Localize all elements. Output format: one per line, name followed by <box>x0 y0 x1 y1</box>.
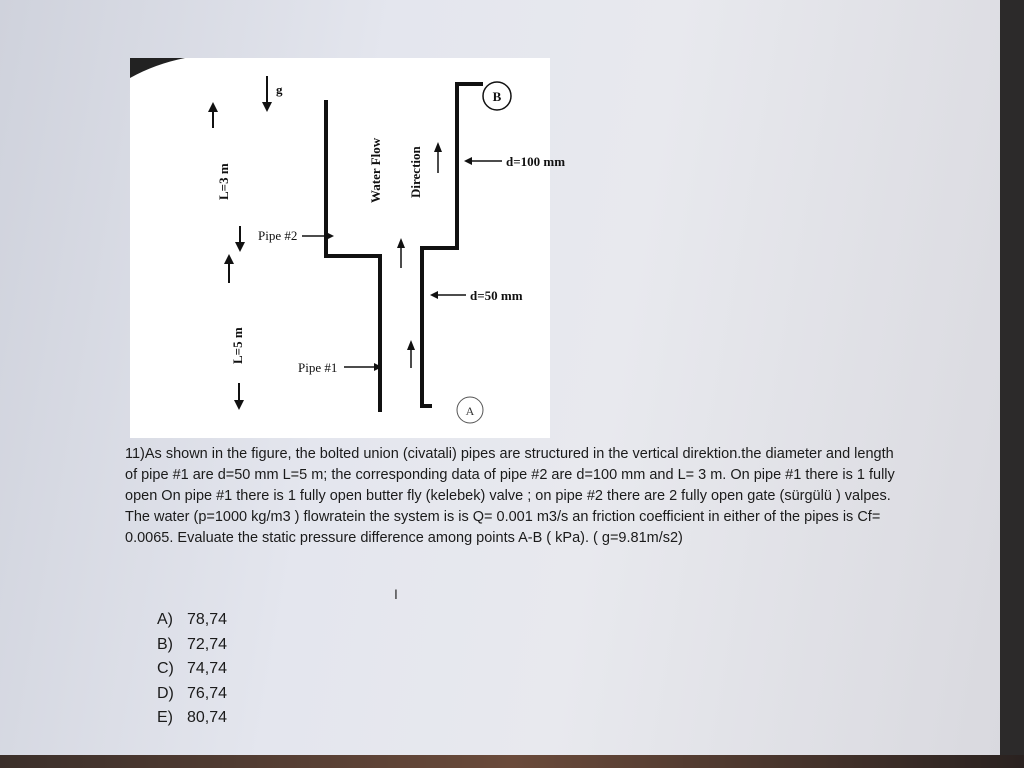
dim-L3-label: L=3 m <box>216 163 231 200</box>
option-value: 74,74 <box>187 660 228 677</box>
gravity-label: g <box>276 82 283 97</box>
dim-L3-top-arrow <box>208 102 218 112</box>
d50-label: d=50 mm <box>470 288 523 303</box>
point-b-label: B <box>492 89 502 104</box>
dim-L3-bottom-arrow <box>235 242 245 252</box>
dim-L5-label: L=5 m <box>230 327 245 364</box>
monitor-bezel <box>1000 0 1024 768</box>
pipe1-label: Pipe #1 <box>298 360 338 375</box>
option-e[interactable] <box>157 706 227 731</box>
option-d[interactable] <box>157 682 227 707</box>
flow-arrow-middle-head <box>397 238 405 248</box>
gravity-arrow-head <box>262 102 272 112</box>
pipe-figure <box>130 58 566 438</box>
option-value: 78,74 <box>187 611 228 628</box>
pipe-diagram <box>130 58 566 438</box>
desk-edge <box>0 755 1024 768</box>
pipe2-label: Pipe #2 <box>258 228 298 243</box>
direction-label: Direction <box>408 146 423 198</box>
option-letter: C) <box>157 660 174 677</box>
text-cursor-icon: I <box>394 586 398 602</box>
corner-shadow <box>130 58 185 78</box>
option-letter: A) <box>157 611 173 628</box>
option-letter: D) <box>157 684 174 702</box>
answer-options <box>157 608 227 731</box>
flow-arrow-lower-head <box>407 340 415 350</box>
option-value: 72,74 <box>187 635 228 653</box>
option-value: 76,74 <box>187 684 228 702</box>
point-a-label: A <box>465 404 475 418</box>
pipe-right-wall <box>422 84 483 406</box>
water-flow-label: Water Flow <box>368 137 383 203</box>
option-b[interactable] <box>157 633 227 658</box>
option-letter: B) <box>157 635 173 653</box>
dim-L5-bottom-arrow <box>234 400 244 410</box>
flow-arrow-upper-head <box>434 142 442 152</box>
d100-arrow-head <box>464 157 472 165</box>
question-text: 11)As shown in the figure, the bolted union (civatali) pipes are structured in the vertical direktion.the diameter and length of pipe #1 are d=50 mm L=5 m; the corresponding data of pipe #2 are d=100 mm and L= 3 m. On pipe #1 there is 1 fully open On pipe #1 there is 1 fully open butter fly (kelebek) valve ; on pipe #2 there are 2 fully open gate (sürgülü ) valpes. The water (p=1000 kg/m3 ) flowratein the system is is Q= 0.001 m3/s an friction coefficient in either of the pipes is Cf= 0.0065. Evaluate the static pressure difference among points A-B ( kPa). ( g=9.81m/s2) <box>125 446 895 546</box>
dim-L5-top-arrow <box>224 254 234 264</box>
d50-arrow-head <box>430 291 438 299</box>
option-c[interactable] <box>157 657 227 682</box>
question-block <box>125 444 905 549</box>
option-value: 80,74 <box>187 709 228 726</box>
option-a[interactable] <box>157 608 227 633</box>
option-letter: E) <box>157 709 173 726</box>
d100-label: d=100 mm <box>506 154 566 169</box>
